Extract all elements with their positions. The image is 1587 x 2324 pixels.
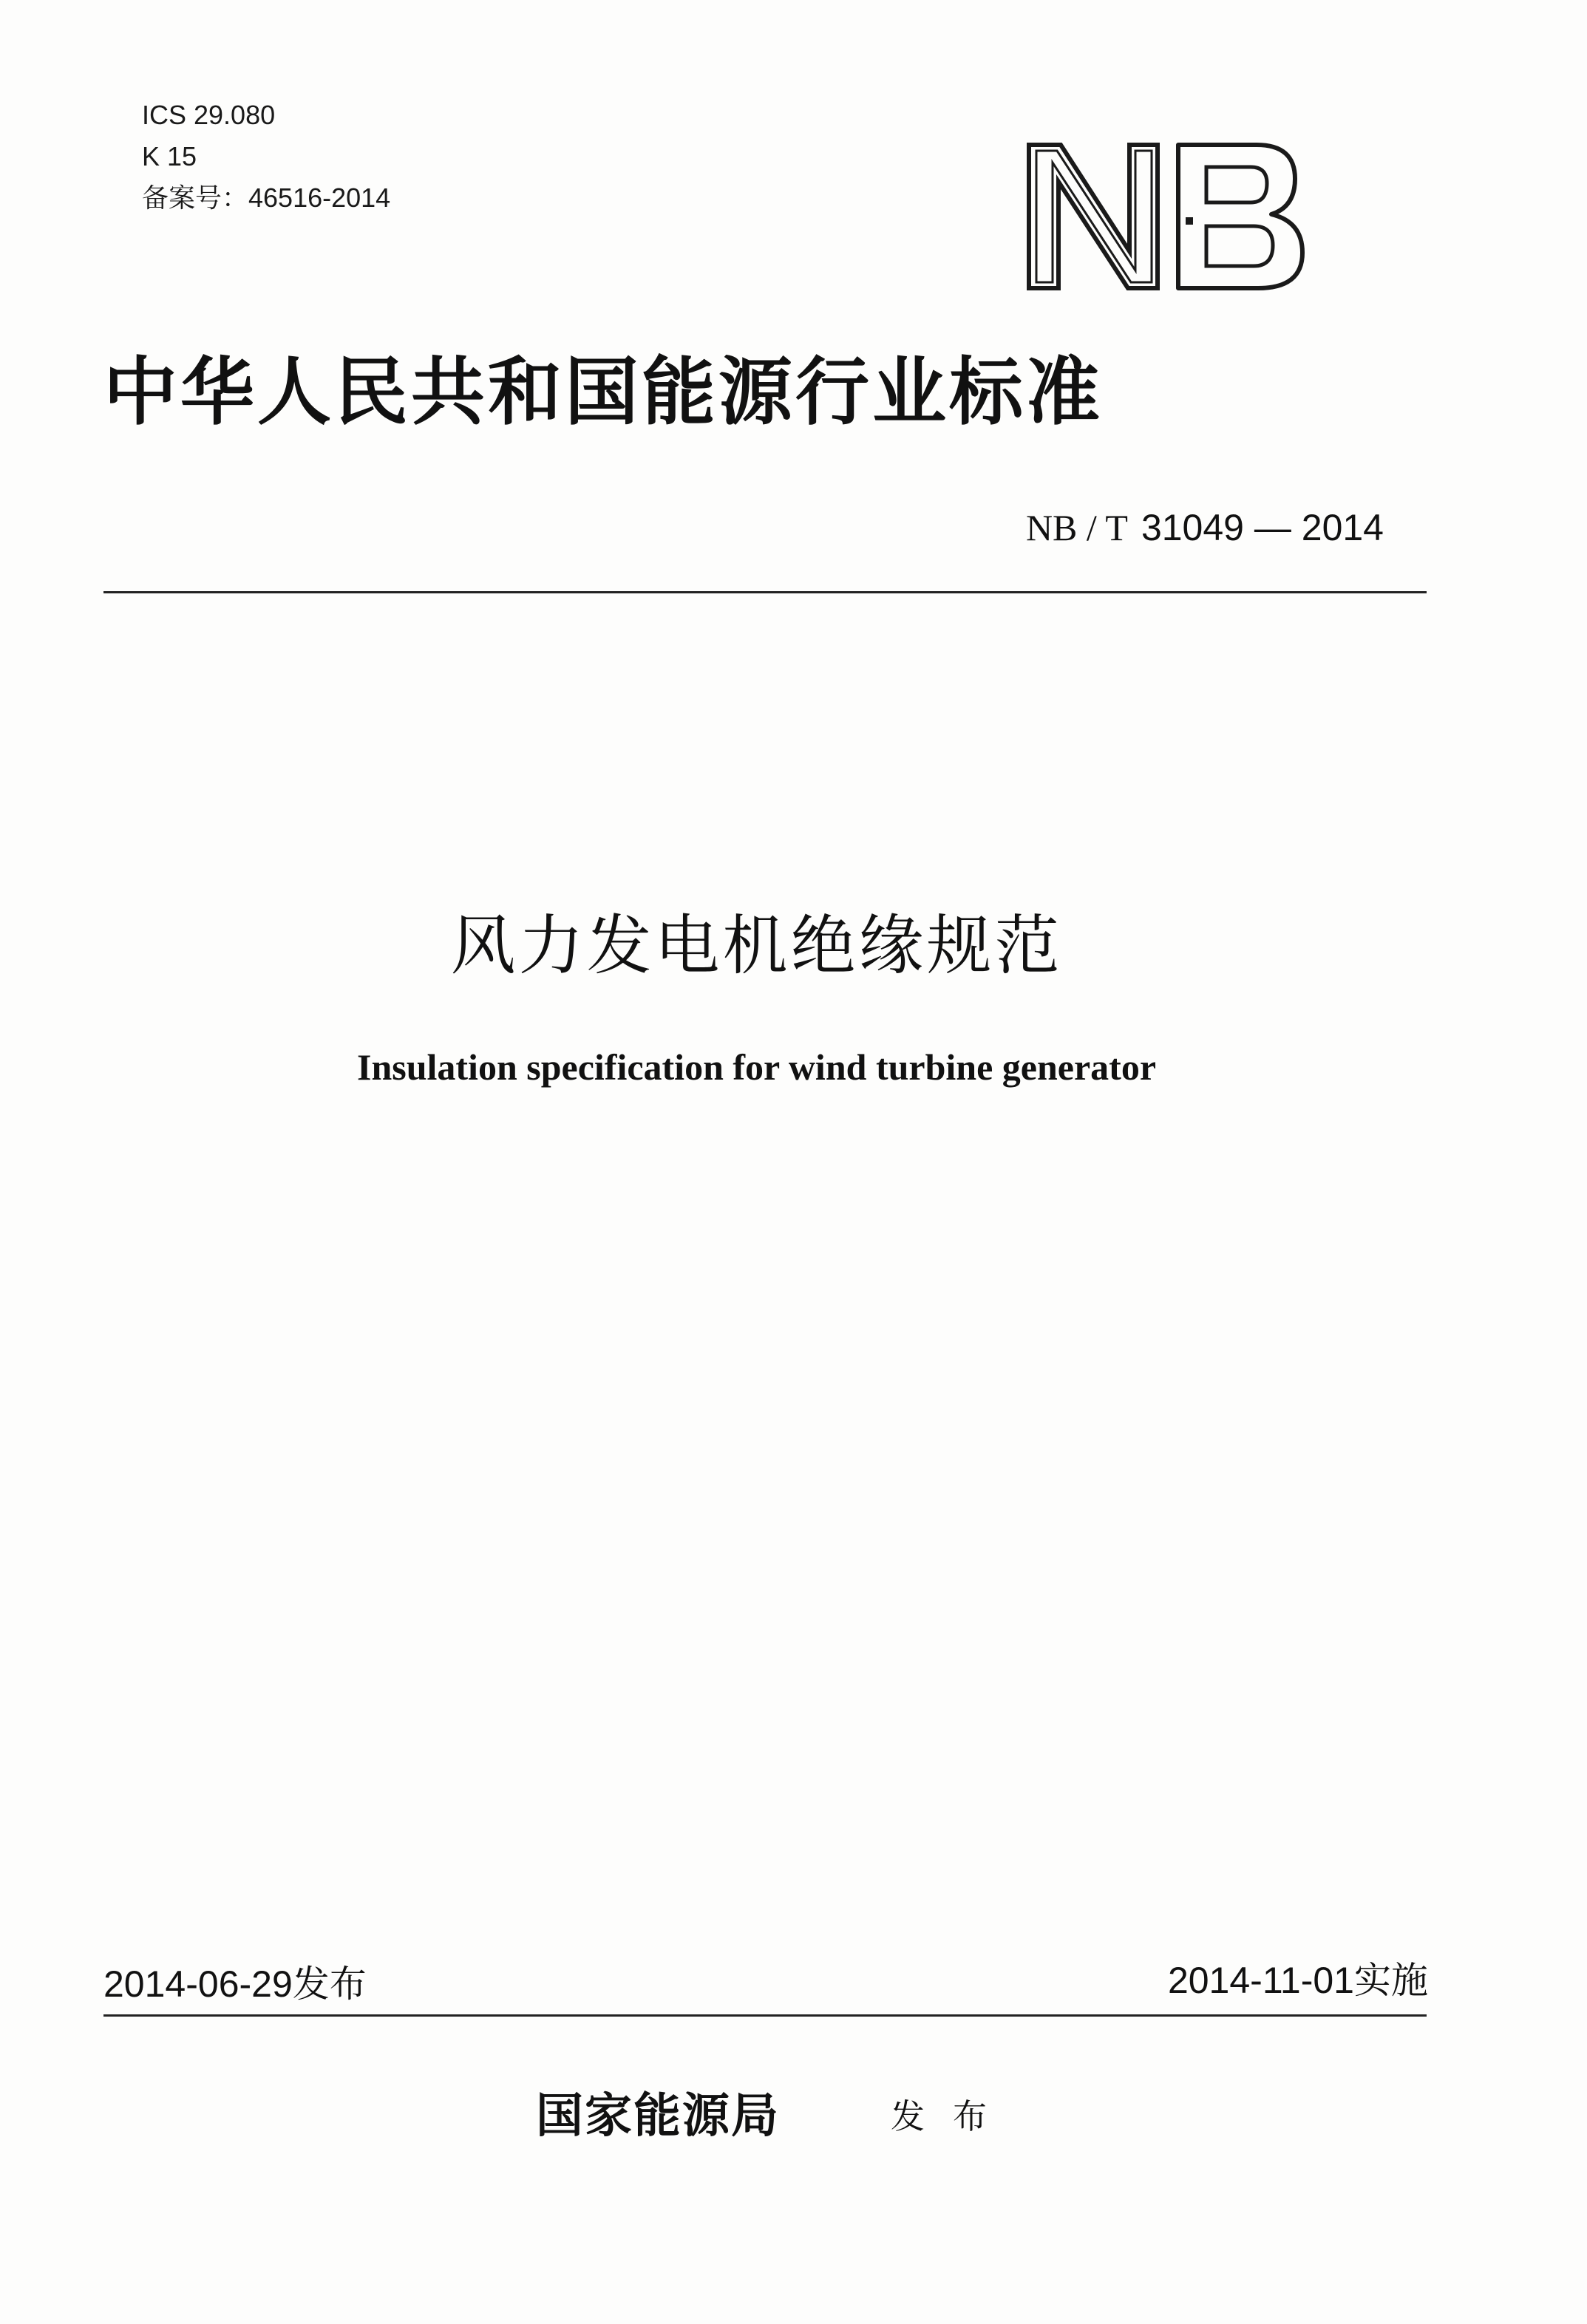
publish-label: 发布 — [891, 2096, 1015, 2136]
ccs-code: K 15 — [142, 141, 197, 171]
ics-code: ICS 29.080 — [142, 100, 276, 130]
standard-prefix: NB / T — [1025, 507, 1128, 548]
issue-date: 2014-06-29发布 — [103, 1963, 367, 2005]
filing-number: 备案号：46516-2014 — [142, 183, 391, 213]
header-divider — [103, 591, 1427, 593]
document-title-chinese: 风力发电机绝缘规范 — [450, 907, 1063, 984]
document-title-english: Insulation specification for wind turbine generator — [356, 1046, 1157, 1088]
standard-code: 31049 — 2014 — [1141, 507, 1384, 548]
footer-divider — [103, 2014, 1427, 2017]
publisher-name: 国家能源局 — [536, 2088, 780, 2144]
standard-number — [1026, 506, 1384, 549]
effective-date: 2014-11-01实施 — [1167, 1960, 1428, 2001]
classification-block — [142, 95, 390, 219]
standard-type-title: 中华人民共和国能源行业标准 — [103, 348, 1103, 435]
nb-logo — [1020, 140, 1316, 296]
